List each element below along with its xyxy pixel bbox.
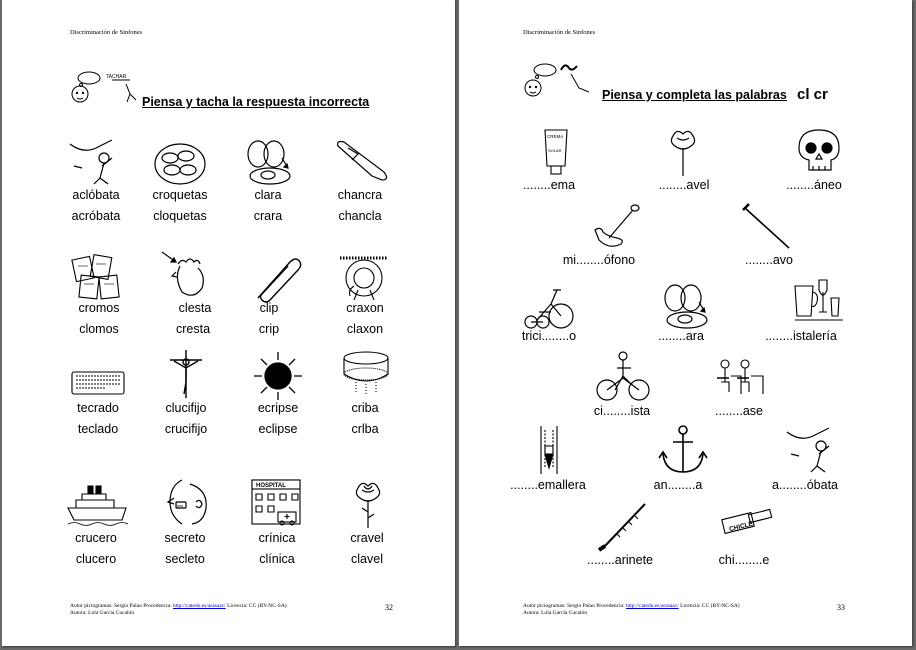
word-option-2[interactable]: crip (258, 322, 280, 336)
word-option-1[interactable]: croquetas (152, 188, 208, 202)
crucifix-icon (158, 348, 214, 400)
fill-word[interactable]: mi........ófono (562, 253, 636, 267)
word-option-1[interactable]: aclóbata (72, 188, 120, 202)
secret-whisper-icon (160, 476, 216, 528)
page-header: Discriminación de Sinfones (70, 29, 143, 36)
page-header: Discriminación de Sinfones (523, 29, 596, 36)
trading-cards-icon (70, 252, 126, 304)
page-number: 33 (837, 603, 845, 612)
fill-word[interactable]: chi........e (718, 553, 770, 567)
word-option-1[interactable]: ecripse (257, 401, 299, 415)
word-option-2[interactable]: teclado (77, 422, 119, 436)
fill-word[interactable]: a........óbata (771, 478, 839, 492)
word-option-1[interactable]: clesta (178, 301, 212, 315)
chewing-gum-icon (719, 502, 775, 554)
word-option-2[interactable]: crucifijo (164, 422, 208, 436)
fill-word[interactable]: an........a (653, 478, 703, 492)
egg-white-icon (242, 136, 298, 188)
acrobat-icon (68, 136, 124, 188)
horn-icon (336, 250, 392, 302)
egg-white-icon (659, 280, 715, 332)
zipper-icon (521, 424, 577, 476)
fill-word[interactable]: ........áneo (786, 178, 842, 192)
fill-word[interactable]: ........avo (745, 253, 793, 267)
chicle-label: CHICLE (728, 520, 754, 534)
word-option-1[interactable]: crínica (258, 531, 296, 545)
cream-tube-icon (529, 126, 585, 178)
microphone-icon (589, 202, 645, 254)
word-option-1[interactable]: cromos (78, 301, 120, 315)
solar-label: SOLAR (548, 148, 562, 153)
cream-label: CREMA (547, 134, 564, 139)
word-option-2[interactable]: acróbata (71, 209, 121, 223)
skull-icon (791, 126, 847, 178)
tricycle-icon (521, 280, 577, 332)
word-option-1[interactable]: craxon (346, 301, 384, 315)
think-write-icon (521, 58, 597, 102)
croquettes-icon (152, 138, 208, 190)
carnation-icon (340, 478, 396, 530)
footer-credits: Autor pictogramas: Sergio Palao Procedencia: http://catedu.es/arasaac/ Licencia: CC (BY-NC-SA) Autora: Lola García Cucalón (523, 603, 740, 616)
glassware-icon (789, 276, 845, 328)
source-link[interactable]: http://catedu.es/arasaac/ (626, 603, 679, 609)
fill-word[interactable]: trici........o (521, 329, 577, 343)
word-option-2[interactable]: secleto (165, 552, 205, 566)
word-option-2[interactable]: crlba (351, 422, 379, 436)
sieve-icon (338, 348, 394, 400)
fill-word[interactable]: ........ema (522, 178, 576, 192)
word-option-1[interactable]: clip (259, 301, 279, 315)
fill-word[interactable]: ........emallera (510, 478, 586, 492)
fill-word[interactable]: ........arinete (586, 553, 654, 567)
carnation-icon (655, 126, 711, 178)
word-option-2[interactable]: cloquetas (153, 209, 207, 223)
fill-word[interactable]: ci........ista (593, 404, 651, 418)
word-option-2[interactable]: eclipse (258, 422, 298, 436)
cyclist-icon (595, 350, 651, 402)
acrobat-icon (785, 424, 841, 476)
clarinet-icon (597, 500, 653, 552)
word-option-1[interactable]: criba (351, 401, 379, 415)
flip-flop-icon (334, 136, 390, 188)
word-option-2[interactable]: clomos (79, 322, 119, 336)
hospital-sign: HOSPITAL (256, 483, 286, 489)
eclipse-icon (250, 350, 306, 402)
tachar-label: TACHAR (106, 74, 127, 80)
word-option-1[interactable]: tecrado (77, 401, 119, 415)
anchor-icon (655, 424, 711, 476)
word-option-1[interactable]: secreto (164, 531, 206, 545)
word-option-2[interactable]: claxon (346, 322, 384, 336)
fill-word[interactable]: ........ara (658, 329, 704, 343)
rooster-crest-icon (160, 248, 216, 300)
letter-options: cl cr (797, 86, 828, 103)
cruise-ship-icon (66, 478, 128, 530)
source-link[interactable]: http://catedu.es/arasaac/ (173, 603, 226, 609)
classroom-icon (711, 354, 767, 406)
word-option-1[interactable]: cravel (350, 531, 384, 545)
footer-credits: Autor pictogramas: Sergio Palao Procedencia: http://catedu.es/arasaac/ Licencia: CC (BY-NC-SA) Autora: Lola García Cucalón (70, 603, 287, 616)
word-option-1[interactable]: clucifijo (165, 401, 207, 415)
word-option-1[interactable]: crucero (75, 531, 117, 545)
page-32 (2, 0, 455, 646)
word-option-2[interactable]: clavel (351, 552, 383, 566)
word-option-2[interactable]: chancla (338, 209, 382, 223)
word-option-2[interactable]: cresta (175, 322, 211, 336)
paper-clip-icon (250, 254, 306, 306)
word-option-2[interactable]: clucero (75, 552, 117, 566)
svg-text:pss: pss (177, 503, 184, 508)
page-33 (459, 0, 912, 646)
fill-word[interactable]: ........istalería (765, 329, 837, 343)
nail-icon (741, 204, 797, 256)
page-title: Piensa y completa las palabras (602, 88, 787, 102)
page-title: Piensa y tacha la respuesta incorrecta (142, 95, 370, 109)
fill-word[interactable]: ........avel (658, 178, 710, 192)
word-option-1[interactable]: chancra (337, 188, 383, 202)
think-cross-out-icon (68, 66, 146, 110)
fill-word[interactable]: ........ase (715, 404, 763, 418)
word-option-1[interactable]: clara (254, 188, 282, 202)
word-option-2[interactable]: crara (253, 209, 283, 223)
page-number: 32 (385, 603, 393, 612)
hospital-icon (248, 476, 304, 528)
word-option-2[interactable]: clínica (259, 552, 295, 566)
